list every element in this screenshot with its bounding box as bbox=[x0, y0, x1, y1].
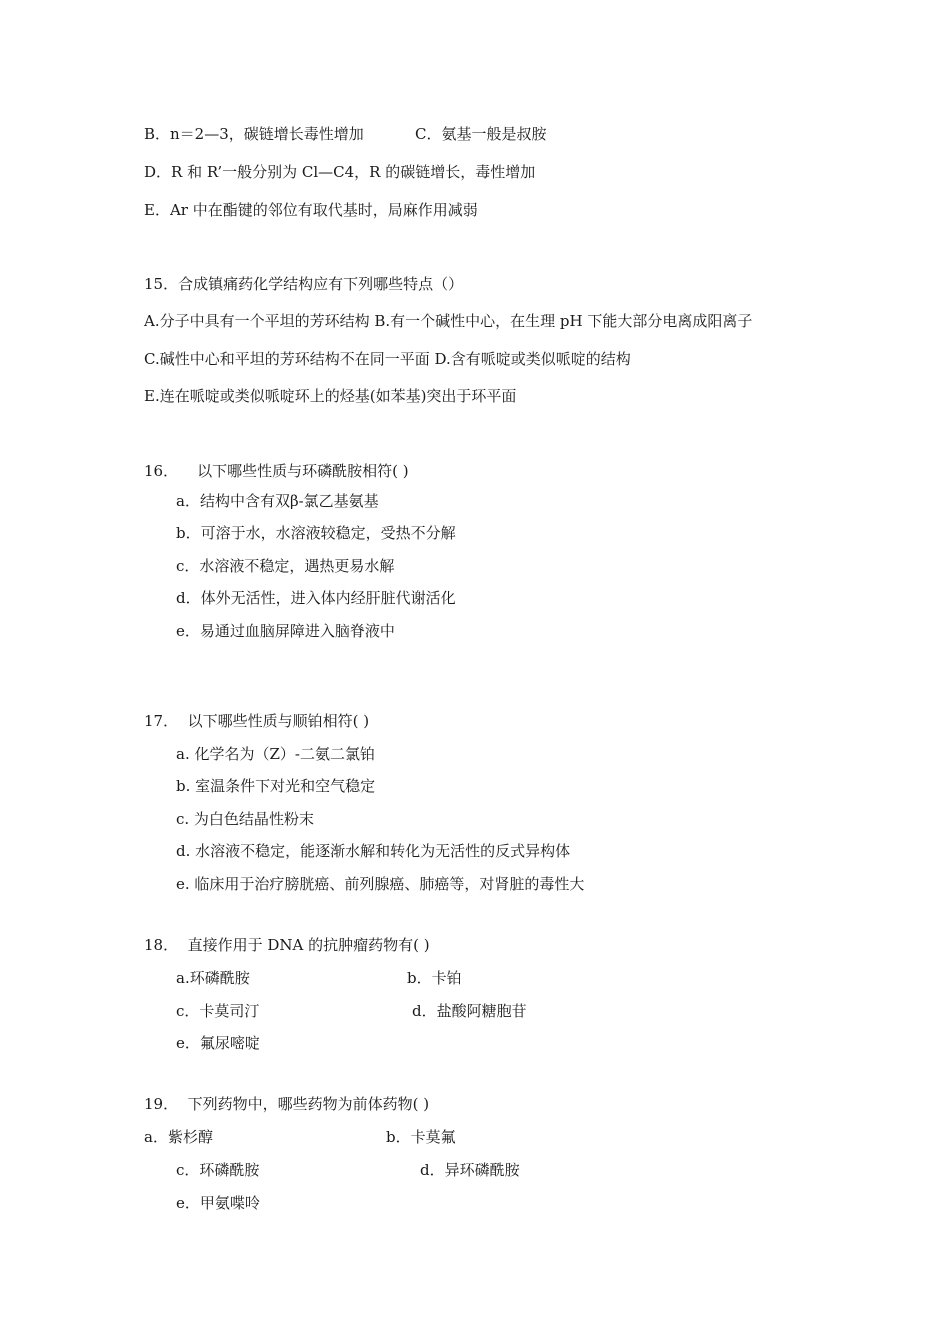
q19-option-c: c．环磷酰胺 bbox=[176, 1161, 260, 1179]
q16-stem: 16． 以下哪些性质与环磷酰胺相符( ) bbox=[144, 462, 409, 480]
q18-stem: 18． 直接作用于 DNA 的抗肿瘤药物有( ) bbox=[144, 936, 430, 954]
q15-option-e: E.连在哌啶或类似哌啶环上的烃基(如苯基)突出于环平面 bbox=[144, 387, 517, 405]
q18-option-a: a.环磷酰胺 bbox=[176, 969, 250, 987]
q17-stem: 17． 以下哪些性质与顺铂相符( ) bbox=[144, 712, 370, 730]
q18-option-c: c．卡莫司汀 bbox=[176, 1002, 260, 1020]
q17-option-c: c. 为白色结晶性粉末 bbox=[176, 810, 314, 828]
q17-option-e: e. 临床用于治疗膀胱癌、前列腺癌、肺癌等，对肾脏的毒性大 bbox=[176, 875, 585, 893]
q16-option-b: b．可溶于水，水溶液较稳定，受热不分解 bbox=[176, 524, 456, 542]
q15-options-ab: A.分子中具有一个平坦的芳环结构 B.有一个碱性中心，在生理 pH 下能大部分电离成阳离子 bbox=[144, 312, 753, 330]
q18-option-d: d．盐酸阿糖胞苷 bbox=[412, 1002, 527, 1020]
q19-option-b: b．卡莫氟 bbox=[386, 1128, 456, 1146]
q19-option-d: d．异环磷酰胺 bbox=[420, 1161, 520, 1179]
q16-option-e: e．易通过血脑屏障进入脑脊液中 bbox=[176, 622, 395, 640]
q16-option-d: d．体外无活性，进入体内经肝脏代谢活化 bbox=[176, 589, 456, 607]
q14-option-d: D．R 和 R’一般分别为 Cl—C4，R 的碳链增长，毒性增加 bbox=[144, 163, 536, 181]
q17-option-b: b. 室温条件下对光和空气稳定 bbox=[176, 777, 376, 795]
q15-options-cd: C.碱性中心和平坦的芳环结构不在同一平面 D.含有哌啶或类似哌啶的结构 bbox=[144, 350, 631, 368]
q18-option-e: e．氟尿嘧啶 bbox=[176, 1034, 260, 1052]
q16-option-a: a．结构中含有双β-氯乙基氨基 bbox=[176, 492, 379, 510]
q14-option-e: E．Ar 中在酯键的邻位有取代基时，局麻作用减弱 bbox=[144, 201, 478, 219]
q19-stem: 19． 下列药物中，哪些药物为前体药物( ) bbox=[144, 1095, 430, 1113]
q19-option-e: e．甲氨喋呤 bbox=[176, 1194, 260, 1212]
q14-option-c: C．氨基一般是叔胺 bbox=[415, 125, 547, 143]
q16-option-c: c．水溶液不稳定，遇热更易水解 bbox=[176, 557, 395, 575]
q15-stem: 15．合成镇痛药化学结构应有下列哪些特点（） bbox=[144, 275, 464, 293]
q17-option-d: d. 水溶液不稳定，能逐渐水解和转化为无活性的反式异构体 bbox=[176, 842, 571, 860]
q19-option-a: a．紫杉醇 bbox=[144, 1128, 213, 1146]
q17-option-a: a. 化学名为（Z）-二氨二氯铂 bbox=[176, 745, 375, 763]
q14-option-b: B．n＝2—3，碳链增长毒性增加 bbox=[144, 125, 364, 143]
q18-option-b: b．卡铂 bbox=[407, 969, 462, 987]
